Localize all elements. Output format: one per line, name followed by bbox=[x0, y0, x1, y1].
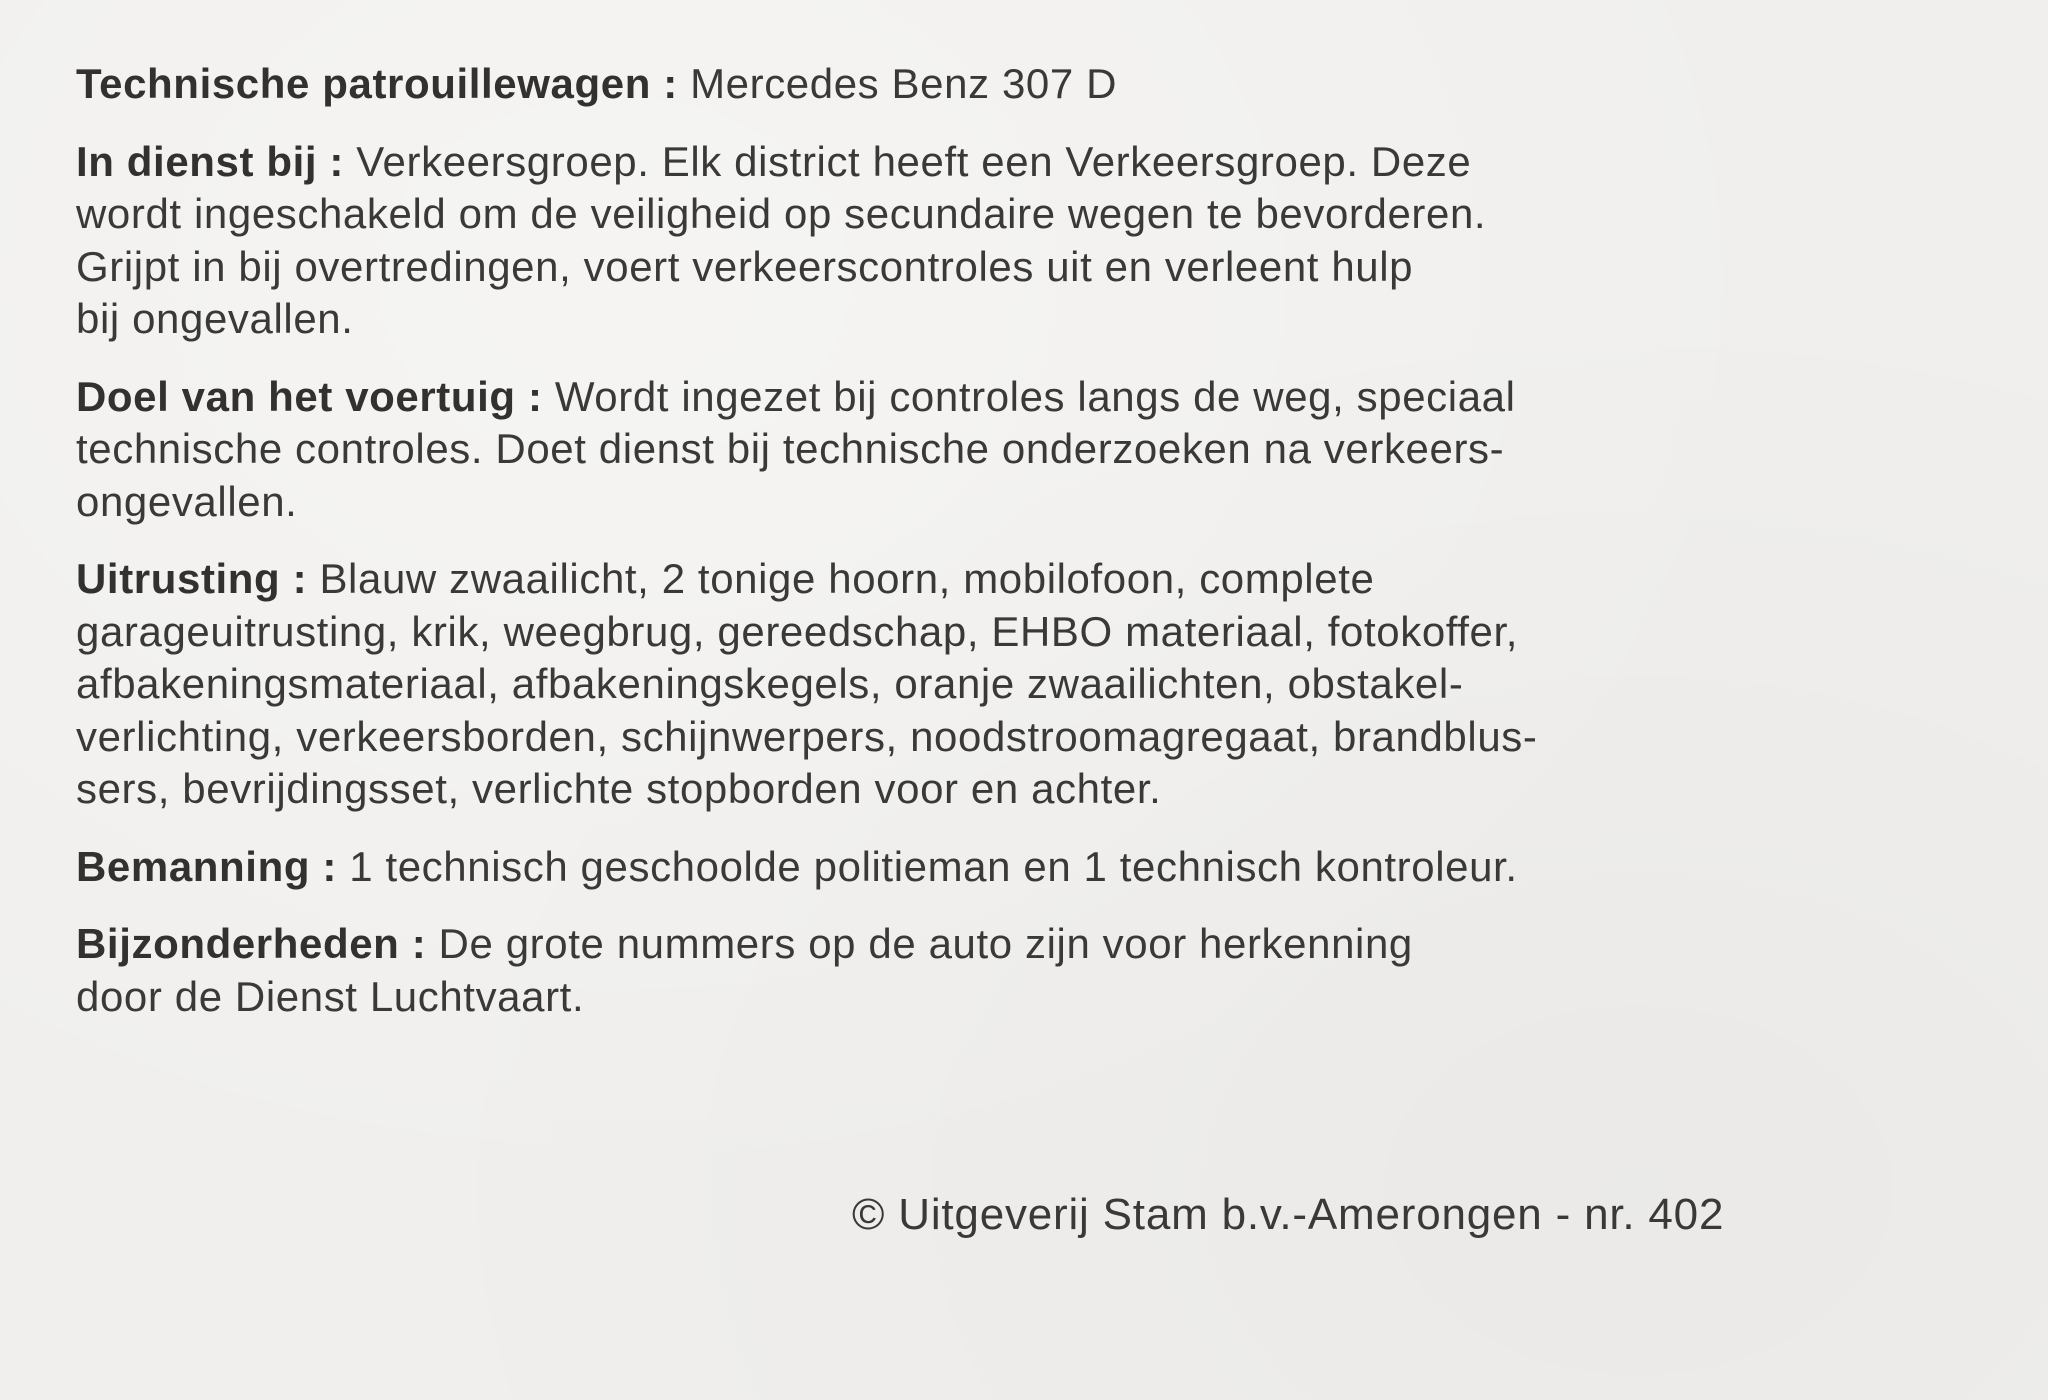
section-label: In dienst bij bbox=[76, 137, 318, 185]
section-crew bbox=[76, 841, 1896, 894]
section-separator: : bbox=[515, 372, 555, 420]
section-line bbox=[76, 136, 1896, 189]
section-label: Uitrusting bbox=[76, 555, 281, 602]
section-text: 1 technisch geschoolde politieman en 1 technisch kontroleur. bbox=[349, 842, 1518, 890]
section-line: wordt ingeschakeld om de veiligheid op secundaire wegen te bevorderen. bbox=[76, 190, 1487, 237]
section-separator: : bbox=[280, 555, 320, 602]
section-details bbox=[76, 918, 1896, 1023]
section-separator: : bbox=[399, 920, 439, 967]
section-line: verlichting, verkeersborden, schijnwerpers, noodstroomagregaat, brandblus- bbox=[76, 712, 1538, 760]
section-label: Doel van het voertuig bbox=[76, 372, 516, 420]
section-label: Bemanning bbox=[76, 842, 311, 890]
section-line bbox=[76, 371, 1896, 424]
section-line: technische controles. Doet dienst bij technische onderzoeken na verkeers- bbox=[76, 425, 1505, 472]
section-separator: : bbox=[650, 60, 691, 107]
section-separator: : bbox=[317, 137, 357, 185]
section-line: Grijpt in bij overtredingen, voert verkeerscontroles uit en verleent hulp bbox=[76, 242, 1414, 290]
section-purpose bbox=[76, 371, 1896, 529]
section-line: garageuitrusting, krik, weegbrug, gereedschap, EHBO materiaal, fotokoffer, bbox=[76, 607, 1519, 655]
section-text: Blauw zwaailicht, 2 tonige hoorn, mobilofoon, complete bbox=[319, 555, 1375, 602]
section-line: afbakeningsmateriaal, afbakeningskegels, oranje zwaailichten, obstakel- bbox=[76, 660, 1464, 707]
section-separator: : bbox=[310, 842, 350, 890]
section-line: bij ongevallen. bbox=[76, 295, 354, 342]
section-vehicle bbox=[76, 58, 1896, 111]
section-label: Bijzonderheden bbox=[76, 920, 400, 967]
section-text: Verkeersgroep. Elk district heeft een Verkeersgroep. Deze bbox=[356, 137, 1472, 185]
section-line bbox=[76, 553, 1896, 606]
section-line: ongevallen. bbox=[76, 477, 298, 525]
section-label: Technische patrouillewagen bbox=[76, 60, 651, 107]
section-line: sers, bevrijdingsset, verlichte stopborden voor en achter. bbox=[76, 765, 1162, 812]
section-equipment bbox=[76, 553, 1896, 816]
section-text: Wordt ingezet bij controles langs de weg, speciaal bbox=[554, 372, 1516, 420]
section-text: De grote nummers op de auto zijn voor herkenning bbox=[438, 920, 1413, 967]
card-text bbox=[76, 58, 1896, 1048]
section-line bbox=[76, 58, 1896, 111]
section-line bbox=[76, 918, 1896, 971]
section-in-service bbox=[76, 136, 1896, 346]
section-line: door de Dienst Luchtvaart. bbox=[76, 972, 585, 1020]
section-line bbox=[76, 841, 1896, 894]
copyright-notice: © Uitgeverij Stam b.v.-Amerongen - nr. 402 bbox=[852, 1190, 1725, 1239]
section-text: Mercedes Benz 307 D bbox=[690, 60, 1118, 107]
